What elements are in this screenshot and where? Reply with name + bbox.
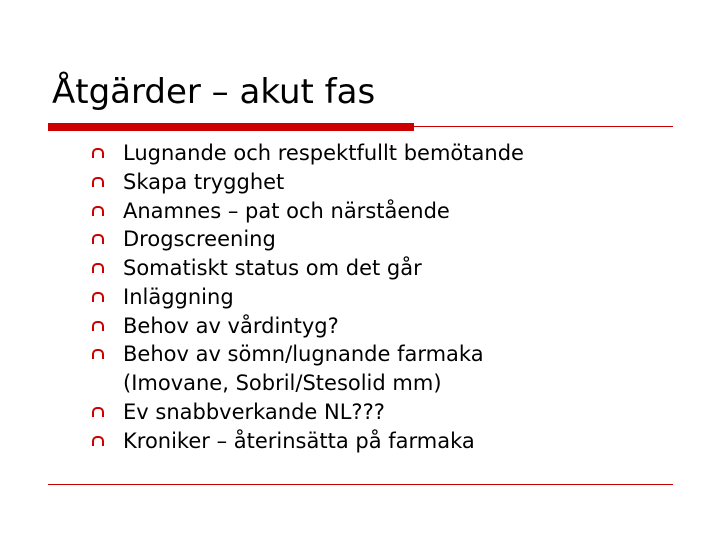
slide-title: Åtgärder – akut fas <box>52 72 376 112</box>
bullet-item <box>92 340 652 398</box>
bullet-item <box>92 398 652 427</box>
bullet-text: Anamnes – pat och närstående <box>123 198 450 223</box>
bullet-item <box>92 312 652 341</box>
bullet-text: Behov av sömn/lugnande farmaka <box>123 342 484 367</box>
bullet-text: Somatiskt status om det går <box>123 256 422 280</box>
bullet-text: Ev snabbverkande NL??? <box>123 399 385 424</box>
bullet-list <box>92 139 652 455</box>
bullet-text: (Imovane, Sobril/Stesolid mm) <box>123 371 442 395</box>
bullet-marker-icon <box>92 234 104 244</box>
title-underline <box>48 123 673 133</box>
bullet-item <box>92 225 652 254</box>
bullet-text: Lugnande och respektfullt bemötande <box>123 141 524 165</box>
bullet-marker-icon <box>92 292 104 302</box>
bullet-marker-icon <box>92 436 104 446</box>
bullet-text: Behov av vårdintyg? <box>123 313 339 338</box>
bullet-text: Inläggning <box>123 284 234 309</box>
bullet-marker-icon <box>92 407 104 417</box>
bullet-item <box>92 427 652 456</box>
bullet-text: Skapa trygghet <box>123 169 285 194</box>
bullet-text: Kroniker – återinsätta på farmaka <box>123 428 475 453</box>
bullet-marker-icon <box>92 177 104 187</box>
bullet-marker-icon <box>92 206 104 216</box>
bullet-marker-icon <box>92 321 104 331</box>
bullet-item <box>92 283 652 312</box>
bullet-marker-icon <box>92 349 104 359</box>
bullet-item <box>92 168 652 197</box>
bullet-marker-icon <box>92 263 104 273</box>
title-underline-accent <box>48 123 414 131</box>
bullet-marker-icon <box>92 148 104 158</box>
bottom-rule <box>48 484 673 485</box>
bullet-item <box>92 197 652 226</box>
bullet-text: Drogscreening <box>123 227 276 252</box>
bullet-item <box>92 254 652 283</box>
bullet-item <box>92 139 652 168</box>
